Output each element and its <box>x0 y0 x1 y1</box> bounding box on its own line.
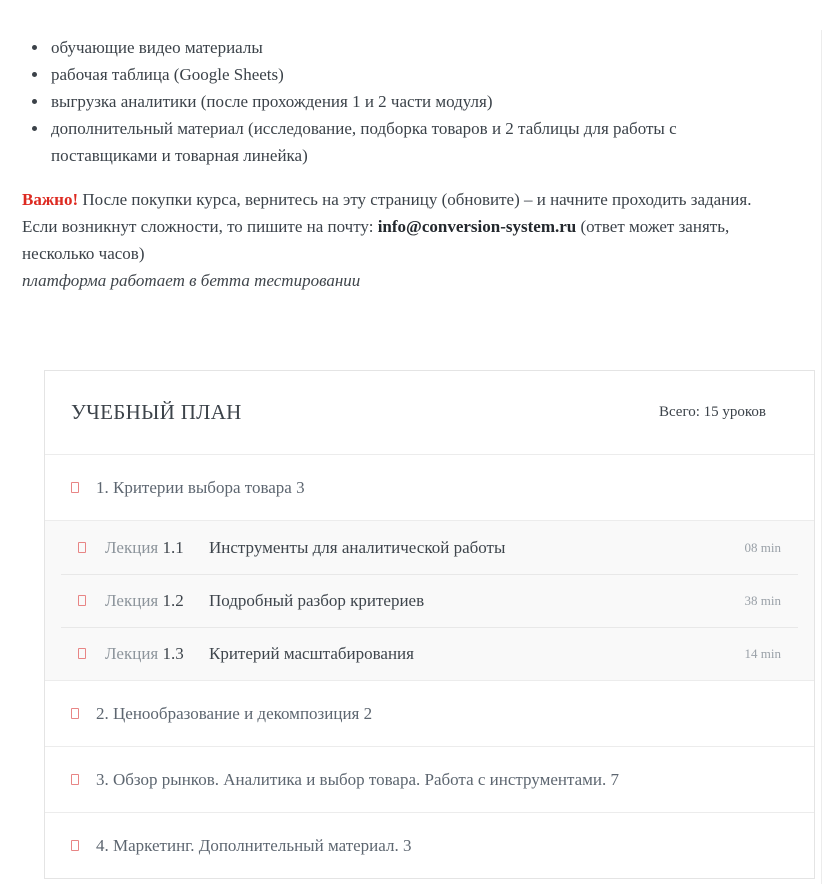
list-item: • рабочая таблица (Google Sheets) <box>49 61 734 88</box>
placeholder-box-icon <box>78 595 86 606</box>
curriculum-section-row[interactable] <box>45 454 814 520</box>
lesson-number: 1.2 <box>162 591 184 610</box>
lesson-tag: Лекция <box>105 537 159 557</box>
list-item: • дополнительный материал (исследование, подборка товаров и 2 таблицы для работы с поставщиками и товарная линейка) <box>49 115 734 169</box>
important-label: Важно! <box>22 190 79 209</box>
lesson-title: Инструменты для аналитической работы <box>209 537 506 557</box>
curriculum-card <box>44 370 815 879</box>
course-materials-list <box>22 34 734 169</box>
list-item: • обучающие видео материалы <box>49 34 734 61</box>
lessons-group <box>45 520 814 680</box>
section-title: 1. Критерии выбора товара 3 <box>96 477 305 497</box>
curriculum-title: УЧЕБНЫЙ ПЛАН <box>71 400 242 424</box>
curriculum-lesson-row[interactable] <box>61 521 798 574</box>
curriculum-header <box>45 371 814 454</box>
lesson-duration: 08 min <box>744 539 781 555</box>
curriculum-rows <box>45 454 814 878</box>
placeholder-box-icon <box>78 542 86 553</box>
curriculum-lesson-row[interactable] <box>61 574 798 627</box>
contact-email[interactable]: info@conversion-system.ru <box>377 217 577 236</box>
placeholder-box-icon <box>78 648 86 659</box>
lesson-duration: 38 min <box>744 593 781 608</box>
curriculum-total-lessons: Всего: 15 уроков <box>658 404 766 420</box>
curriculum-section-row[interactable] <box>45 680 814 746</box>
placeholder-box-icon <box>71 774 79 785</box>
placeholder-box-icon <box>71 840 79 851</box>
contact-suffix: (ответ может занять, несколько часов) <box>22 217 730 263</box>
lesson-label <box>105 538 209 558</box>
section-title: 2. Ценообразование и декомпозиция 2 <box>96 703 373 723</box>
content-column-divider <box>821 30 822 884</box>
placeholder-box-icon <box>71 708 79 719</box>
lesson-tag: Лекция <box>105 644 159 663</box>
lesson-label <box>105 644 209 664</box>
contact-line <box>22 213 758 267</box>
lesson-title: Подробный разбор критериев <box>209 591 425 610</box>
lesson-number: 1.3 <box>162 644 184 663</box>
beta-note: платформа работает в бетта тестировании <box>22 271 361 290</box>
important-text: После покупки курса, вернитесь на эту страницу (обновите) – и начните проходить задания. <box>78 190 752 209</box>
lesson-icon-wrap <box>78 644 105 664</box>
placeholder-box-icon <box>71 482 79 493</box>
lesson-number: 1.1 <box>162 537 184 557</box>
lesson-title: Критерий масштабирования <box>209 644 414 663</box>
important-notice <box>22 186 758 213</box>
curriculum-section-row[interactable] <box>45 746 814 812</box>
lesson-icon-wrap <box>78 538 105 558</box>
curriculum-lesson-row[interactable] <box>61 627 798 680</box>
section-title: 4. Маркетинг. Дополнительный материал. 3 <box>96 835 412 855</box>
lesson-icon-wrap <box>78 591 105 611</box>
lesson-label <box>105 591 209 611</box>
lesson-duration: 14 min <box>744 646 781 661</box>
curriculum-section-row[interactable] <box>45 812 814 878</box>
lesson-tag: Лекция <box>105 591 159 610</box>
list-item: • выгрузка аналитики (после прохождения 1 и 2 части модуля) <box>49 88 734 115</box>
contact-prefix: Если возникнут сложности, то пишите на почту: <box>22 217 378 236</box>
section-title: 3. Обзор рынков. Аналитика и выбор товара. Работа с инструментами. 7 <box>96 769 620 789</box>
